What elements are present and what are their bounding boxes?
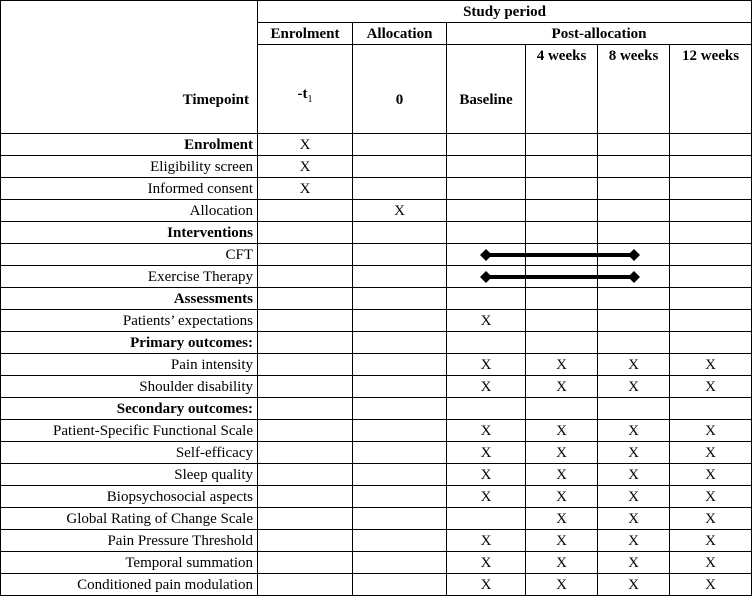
cell-baseline [447,222,526,244]
cell-baseline [447,508,526,530]
cell-enrolment [258,244,353,266]
cell-12-weeks: X [670,530,752,552]
duration-end-diamond [628,249,640,261]
cell-4-weeks [526,178,598,200]
phase-enrolment: Enrolment [258,23,353,45]
schedule-row [1,134,752,156]
schedule-row [1,376,752,398]
cell-enrolment [258,552,353,574]
cell-12-weeks: X [670,486,752,508]
row-label: Informed consent [1,178,258,200]
cell-enrolment [258,332,353,354]
cell-12-weeks [670,266,752,288]
schedule-row [1,156,752,178]
duration-start-diamond [480,249,492,261]
cell-12-weeks [670,398,752,420]
duration-end-diamond [628,271,640,283]
cell-8-weeks: X [598,376,670,398]
row-label: Sleep quality [1,464,258,486]
cell-allocation [353,288,447,310]
cell-baseline [447,398,526,420]
cell-baseline [447,244,526,266]
cell-enrolment [258,222,353,244]
cell-12-weeks: X [670,552,752,574]
cell-enrolment [258,530,353,552]
cell-8-weeks [598,398,670,420]
schedule-row [1,310,752,332]
cell-allocation [353,156,447,178]
cell-8-weeks: X [598,508,670,530]
cell-enrolment [258,310,353,332]
cell-allocation [353,376,447,398]
cell-12-weeks: X [670,442,752,464]
cell-4-weeks: X [526,376,598,398]
schedule-row [1,442,752,464]
row-label: Enrolment [1,134,258,156]
cell-allocation [353,530,447,552]
cell-enrolment: X [258,156,353,178]
cell-8-weeks [598,134,670,156]
cell-baseline [447,332,526,354]
cell-8-weeks: X [598,552,670,574]
row-label: Patient-Specific Functional Scale [1,420,258,442]
row-label: Patients’ expectations [1,310,258,332]
cell-12-weeks [670,178,752,200]
cell-allocation [353,134,447,156]
cell-allocation [353,244,447,266]
cell-8-weeks [598,222,670,244]
cell-baseline [447,266,526,288]
row-label: Global Rating of Change Scale [1,508,258,530]
row-label: Self-efficacy [1,442,258,464]
cell-baseline: X [447,442,526,464]
cell-baseline: X [447,464,526,486]
cell-enrolment [258,376,353,398]
cell-baseline: X [447,486,526,508]
cell-allocation [353,266,447,288]
cell-8-weeks [598,200,670,222]
cell-4-weeks: X [526,508,598,530]
cell-12-weeks [670,222,752,244]
schedule-row [1,464,752,486]
row-label: Shoulder disability [1,376,258,398]
row-label: Pain intensity [1,354,258,376]
row-label: Secondary outcomes: [1,398,258,420]
row-label: Assessments [1,288,258,310]
cell-8-weeks: X [598,574,670,596]
timepoint-8-weeks: 8 weeks [598,45,670,134]
cell-baseline [447,156,526,178]
row-label: Conditioned pain modulation [1,574,258,596]
cell-4-weeks: X [526,354,598,376]
cell-allocation [353,398,447,420]
cell-enrolment [258,486,353,508]
cell-8-weeks [598,310,670,332]
cell-allocation [353,310,447,332]
cell-baseline [447,288,526,310]
cell-4-weeks: X [526,442,598,464]
schedule-row [1,244,752,266]
cell-4-weeks [526,332,598,354]
cell-allocation [353,574,447,596]
cell-12-weeks: X [670,354,752,376]
schedule-row [1,530,752,552]
row-label: Allocation [1,200,258,222]
intervention-duration-bar [447,266,644,288]
row-label: Eligibility screen [1,156,258,178]
cell-enrolment [258,398,353,420]
schedule-row [1,354,752,376]
cell-enrolment [258,354,353,376]
cell-allocation [353,222,447,244]
cell-4-weeks: X [526,420,598,442]
cell-4-weeks: X [526,552,598,574]
cell-allocation [353,552,447,574]
schedule-row [1,200,752,222]
cell-enrolment [258,574,353,596]
cell-baseline: X [447,310,526,332]
cell-allocation: X [353,200,447,222]
cell-4-weeks: X [526,486,598,508]
cell-allocation [353,332,447,354]
cell-4-weeks [526,310,598,332]
phase-post-allocation: Post-allocation [447,23,752,45]
schedule-row [1,178,752,200]
cell-4-weeks [526,398,598,420]
duration-start-diamond [480,271,492,283]
timepoint-header-cell [1,1,258,134]
row-label: Primary outcomes: [1,332,258,354]
cell-8-weeks [598,288,670,310]
cell-12-weeks: X [670,508,752,530]
cell-allocation [353,442,447,464]
cell-enrolment: X [258,178,353,200]
schedule-row [1,420,752,442]
cell-baseline [447,200,526,222]
timepoint-enrolment: $-t_1$ [258,45,353,134]
row-label: Biopsychosocial aspects [1,486,258,508]
cell-enrolment [258,200,353,222]
cell-8-weeks: X [598,420,670,442]
cell-baseline: X [447,574,526,596]
cell-4-weeks [526,134,598,156]
cell-allocation [353,354,447,376]
cell-enrolment [258,442,353,464]
cell-allocation [353,178,447,200]
cell-enrolment [258,266,353,288]
cell-baseline: X [447,420,526,442]
cell-enrolment [258,464,353,486]
cell-12-weeks [670,244,752,266]
schedule-row [1,508,752,530]
timepoint-12-weeks: 12 weeks [670,45,752,134]
cell-12-weeks: X [670,376,752,398]
cell-baseline: X [447,376,526,398]
cell-12-weeks [670,310,752,332]
intervention-duration-bar [447,244,644,266]
cell-12-weeks [670,288,752,310]
timepoint-baseline: Baseline [447,45,526,134]
cell-4-weeks: X [526,574,598,596]
cell-baseline [447,178,526,200]
cell-8-weeks: X [598,354,670,376]
cell-8-weeks: X [598,442,670,464]
cell-4-weeks [526,288,598,310]
cell-allocation [353,486,447,508]
row-label: Temporal summation [1,552,258,574]
cell-allocation [353,420,447,442]
schedule-row [1,552,752,574]
cell-8-weeks: X [598,530,670,552]
cell-12-weeks [670,200,752,222]
cell-8-weeks: X [598,486,670,508]
cell-allocation [353,464,447,486]
cell-4-weeks [526,222,598,244]
timepoint-4-weeks: 4 weeks [526,45,598,134]
cell-8-weeks [598,156,670,178]
cell-12-weeks [670,332,752,354]
row-label: CFT [1,244,258,266]
cell-12-weeks [670,156,752,178]
cell-8-weeks [598,332,670,354]
row-label: Interventions [1,222,258,244]
schedule-row [1,398,752,420]
cell-12-weeks [670,134,752,156]
cell-4-weeks [526,200,598,222]
cell-4-weeks: X [526,464,598,486]
cell-enrolment: X [258,134,353,156]
row-label: Pain Pressure Threshold [1,530,258,552]
cell-allocation [353,508,447,530]
phase-allocation: Allocation [353,23,447,45]
cell-8-weeks [598,178,670,200]
row-label: Exercise Therapy [1,266,258,288]
cell-baseline: X [447,354,526,376]
timepoint-label: Timepoint [182,92,249,108]
cell-baseline [447,134,526,156]
cell-baseline: X [447,530,526,552]
schedule-row [1,332,752,354]
schedule-row [1,222,752,244]
cell-enrolment [258,288,353,310]
cell-12-weeks: X [670,574,752,596]
timepoint-allocation: 0 [353,45,447,134]
cell-12-weeks: X [670,464,752,486]
schedule-row [1,574,752,596]
cell-8-weeks: X [598,464,670,486]
cell-baseline: X [447,552,526,574]
study-period-header: Study period [258,1,752,23]
cell-enrolment [258,420,353,442]
cell-4-weeks [526,156,598,178]
cell-12-weeks: X [670,420,752,442]
schedule-row [1,486,752,508]
schedule-row [1,288,752,310]
cell-4-weeks: X [526,530,598,552]
cell-enrolment [258,508,353,530]
schedule-row [1,266,752,288]
